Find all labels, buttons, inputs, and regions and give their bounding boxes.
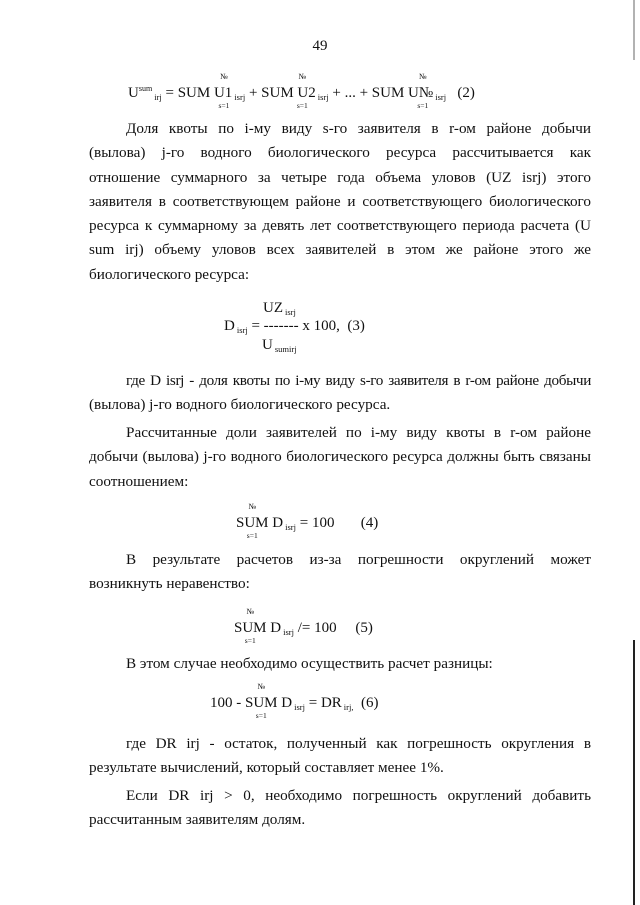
- p3-line-2: добычи (вылова) j-го водного биологического ресурса должны быть связаны: [89, 448, 591, 466]
- formula-2-lhs-sup: sum: [138, 84, 153, 93]
- paragraph-5: [89, 652, 591, 676]
- paragraph-6: [89, 732, 591, 781]
- p2-line-2: (вылова) j-го водного биологического ресурса.: [89, 396, 391, 414]
- formula-3-number: (3): [347, 318, 365, 334]
- formula-3-main: D $_{isrj}$ = ------- x 100, (3): [224, 318, 365, 335]
- p5-line-1: В этом случае необходимо осуществить расчет разницы:: [126, 655, 493, 672]
- paragraph-2: [89, 369, 591, 418]
- formula-2-lhs: U: [128, 85, 139, 101]
- p1-line-5: ресурса к суммарному за девять лет соответствующего периода расчета (U: [89, 217, 591, 235]
- formula-5-number: (5): [355, 620, 373, 636]
- formula-2-sub2: isrj: [317, 92, 329, 102]
- formula-2-sum2: № + SUM U2 s=1: [248, 72, 316, 110]
- p3-line-3: соотношением:: [89, 472, 189, 490]
- p4-line-1: В результате расчетов из-за погрешности округлений может: [126, 551, 591, 568]
- p1-line-3: отношение суммарного за четыре года объема уловов (UZ isrj) этого: [89, 168, 591, 186]
- paragraph-7: [89, 784, 591, 833]
- formula-6: 100 - № SUM s=1 D $_{isrj}$ = DR $_{irj,}$ (6): [210, 682, 379, 720]
- formula-3-numerator: UZ $_{isrj}$: [263, 300, 296, 317]
- formula-4-number: (4): [360, 515, 379, 531]
- formula-2-number: (2): [457, 85, 475, 101]
- p6-line-1: где DR irj - остаток, полученный как погрешность округления в: [126, 735, 591, 752]
- formula-6-number: (6): [360, 695, 379, 711]
- formula-2-sum3: № + ... + SUM U№ s=1: [332, 72, 434, 110]
- formula-2-sub1: isrj: [234, 92, 246, 102]
- p1-line-6: sum irj) объему уловов всех заявителей в этом же районе этого же: [89, 241, 591, 259]
- formula-5: № SUM s=1 D $_{isrj}$ /= 100 (5): [234, 607, 373, 645]
- p3-line-1: Рассчитанные доли заявителей по i-му виду квоты в r-ом районе: [126, 424, 591, 441]
- p2-line-1: где D isrj - доля квоты по i-му виду s-го заявителя в r-ом районе добычи: [126, 372, 591, 389]
- scan-edge-mark: [633, 640, 635, 905]
- formula-2: [128, 72, 475, 110]
- paragraph-1: [89, 117, 591, 287]
- p1-line-4: заявителя в соответствующем районе и соответствующего биологического: [89, 192, 591, 210]
- formula-3-denominator: U $_{sumirj}$: [262, 337, 297, 354]
- p4-line-2: возникнуть неравенство:: [89, 575, 250, 593]
- p1-line-7: биологического ресурса:: [89, 265, 250, 283]
- p1-line-2: (вылова) j-го водного биологического ресурса рассчитывается как: [89, 144, 591, 162]
- paragraph-3: [89, 421, 591, 494]
- formula-4: № SUM s=1 D $_{isrj}$ = 100 (4): [236, 502, 379, 540]
- p1-line-1: Доля квоты по i-му виду s-го заявителя в r-ом районе добычи: [126, 120, 591, 137]
- formula-2-lhs-sub: irj: [154, 92, 162, 102]
- p7-line-2: рассчитанным заявителям долям.: [89, 811, 306, 829]
- page-number: 49: [312, 38, 328, 54]
- formula-2-sub3: isrj: [435, 92, 447, 102]
- p7-line-1: Если DR irj > 0, необходимо погрешность округлений добавить: [126, 787, 591, 804]
- scan-edge-mark: [633, 0, 635, 60]
- paragraph-4: [89, 548, 591, 597]
- formula-2-sum1: № = SUM U1 s=1: [165, 72, 233, 110]
- p6-line-2: результате вычислений, который составляет менее 1%.: [89, 759, 444, 777]
